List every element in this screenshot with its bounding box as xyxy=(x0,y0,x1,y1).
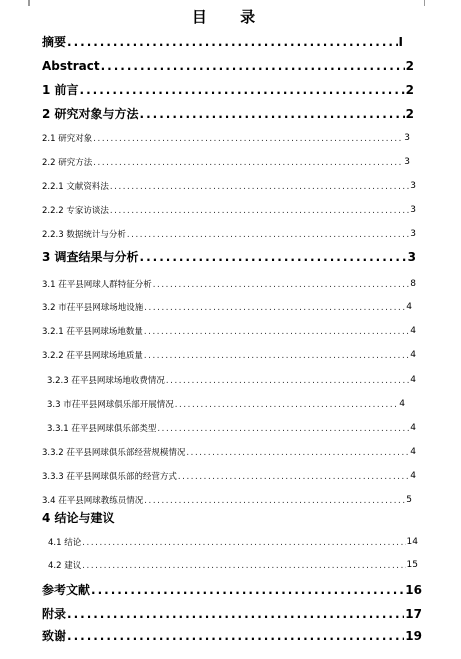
dot-leader xyxy=(110,183,409,192)
toc-entry-page: 2 xyxy=(405,107,414,121)
toc-entry-3-3[interactable] xyxy=(47,398,405,409)
toc-entry-abstract-en[interactable] xyxy=(42,58,414,72)
dot-leader xyxy=(110,207,409,216)
toc-entry-2-2-3[interactable] xyxy=(42,228,416,239)
toc-entry-2-2-2[interactable] xyxy=(42,204,416,215)
toc-title: 目 录 xyxy=(191,8,270,26)
dot-leader xyxy=(144,352,409,361)
toc-entry-conclusion[interactable] xyxy=(42,510,416,524)
dot-leader xyxy=(166,377,409,386)
toc-entry-label: 1 前言 xyxy=(42,83,79,97)
toc-entry-label: 3.4 茌平县网球教练员情况 xyxy=(42,495,144,506)
toc-entry-page: 19 xyxy=(405,629,422,643)
dot-leader xyxy=(140,108,405,120)
toc-entry-4-1[interactable] xyxy=(48,536,418,547)
toc-entry-label: 2 研究对象与方法 xyxy=(42,107,139,121)
toc-entry-page: 17 xyxy=(405,607,422,621)
toc-entry-label: 3.2.2 茌平县网球场地质量 xyxy=(42,350,143,361)
toc-entry-references[interactable] xyxy=(42,582,422,596)
toc-entry-2-2-1[interactable] xyxy=(42,180,416,191)
toc-entry-3-2-1[interactable] xyxy=(42,325,416,336)
dot-leader xyxy=(82,539,405,548)
toc-entry-label: Abstract xyxy=(42,59,100,73)
toc-entry-page: 2 xyxy=(405,59,414,73)
toc-entry-2-2[interactable] xyxy=(42,156,410,167)
dot-leader xyxy=(93,159,403,168)
toc-entry-label: 3.3.3 茌平县网球俱乐部的经营方式 xyxy=(42,471,177,482)
dot-leader xyxy=(144,328,409,337)
toc-entry-page: 3 xyxy=(410,229,416,239)
toc-entry-page: 4 xyxy=(410,326,416,336)
toc-entry-appendix[interactable] xyxy=(42,606,422,620)
dot-leader xyxy=(127,231,409,240)
dot-leader xyxy=(93,135,403,144)
toc-entry-page: 4 xyxy=(410,471,416,481)
toc-entry-label: 致谢 xyxy=(42,629,67,643)
toc-entry-label: 2.2 研究方法 xyxy=(42,157,93,168)
toc-entry-page: 3 xyxy=(407,250,416,264)
toc-entry-page: 4 xyxy=(410,375,416,385)
dot-leader xyxy=(91,584,404,596)
dot-leader xyxy=(144,497,405,506)
toc-entry-label: 2.2.2 专家访谈法 xyxy=(42,205,109,216)
toc-entry-acknowledgements[interactable] xyxy=(42,628,422,642)
toc-entry-page: 4 xyxy=(410,350,416,360)
toc-entry-methods[interactable] xyxy=(42,106,414,120)
toc-entry-label: 4.2 建议 xyxy=(48,560,82,571)
toc-entry-page: 4 xyxy=(399,399,405,409)
toc-entry-page: 3 xyxy=(410,181,416,191)
toc-entry-2-1[interactable] xyxy=(42,132,410,143)
toc-entry-label: 3.2.1 茌平县网球场地数量 xyxy=(42,326,143,337)
toc-entry-label: 3.2 市茌平县网球场地设施 xyxy=(42,302,144,313)
toc-entry-3-3-1[interactable] xyxy=(47,422,416,433)
toc-entry-page: 4 xyxy=(410,423,416,433)
toc-entry-page: 3 xyxy=(410,205,416,215)
toc-entry-label: 摘要 xyxy=(42,35,67,49)
toc-entry-3-3-2[interactable] xyxy=(42,446,416,457)
toc-entry-page: 15 xyxy=(406,560,418,570)
dot-leader xyxy=(153,281,410,290)
toc-entry-3-3-3[interactable] xyxy=(42,470,416,481)
toc-entry-page: 16 xyxy=(405,583,422,597)
toc-entry-3-2-3[interactable] xyxy=(47,374,416,385)
toc-entry-label: 2.2.3 数据统计与分析 xyxy=(42,229,126,240)
dot-leader xyxy=(82,562,405,571)
toc-entry-page: 4 xyxy=(410,447,416,457)
dot-leader xyxy=(157,425,409,434)
toc-entry-results[interactable] xyxy=(42,249,416,263)
toc-entry-label: 3 调查结果与分析 xyxy=(42,250,139,264)
dot-leader xyxy=(80,84,405,96)
toc-entry-page: 4 xyxy=(406,302,412,312)
dot-leader xyxy=(67,36,398,48)
dot-leader xyxy=(178,473,409,482)
dot-leader xyxy=(101,60,405,72)
toc-entry-label: 3.3.1 茌平县网球俱乐部类型 xyxy=(47,423,157,434)
toc-entry-label: 4 结论与建议 xyxy=(42,511,115,525)
dot-leader xyxy=(144,304,405,313)
toc-entry-page: 3 xyxy=(404,157,410,167)
toc-entry-page: I xyxy=(398,35,403,49)
toc-entry-page: 5 xyxy=(406,495,412,505)
toc-entry-label: 3.3.2 茌平县网球俱乐部经营规模情况 xyxy=(42,447,186,458)
toc-entry-label: 3.3 市茌平县网球俱乐部开展情况 xyxy=(47,399,174,410)
toc-entry-preface[interactable] xyxy=(42,82,414,96)
toc-entry-abstract-cn[interactable] xyxy=(42,34,403,48)
toc-entry-label: 4.1 结论 xyxy=(48,537,82,548)
dot-leader xyxy=(186,449,409,458)
toc-entry-4-2[interactable] xyxy=(48,559,418,570)
dot-leader xyxy=(175,401,399,410)
toc-entry-page: 14 xyxy=(406,537,418,547)
toc-entry-label: 3.2.3 茌平县网球场地收费情况 xyxy=(47,375,165,386)
toc-entry-label: 2.2.1 文献资料法 xyxy=(42,181,109,192)
toc-entry-label: 2.1 研究对象 xyxy=(42,133,93,144)
toc-entry-label: 3.1 茌平县网球人群特征分析 xyxy=(42,279,152,290)
toc-entry-3-1[interactable] xyxy=(42,278,416,289)
toc-entry-page: 2 xyxy=(405,83,414,97)
dot-leader xyxy=(67,608,404,620)
toc-entry-3-4[interactable] xyxy=(42,494,412,505)
toc-entry-page: 3 xyxy=(404,133,410,143)
toc-entry-label: 附录 xyxy=(42,607,67,621)
toc-entry-3-2-2[interactable] xyxy=(42,349,416,360)
dot-leader xyxy=(67,630,404,642)
toc-entry-page: 8 xyxy=(410,279,416,289)
dot-leader xyxy=(140,251,407,263)
toc-entry-3-2[interactable] xyxy=(42,301,412,312)
toc-entry-label: 参考文献 xyxy=(42,583,91,597)
